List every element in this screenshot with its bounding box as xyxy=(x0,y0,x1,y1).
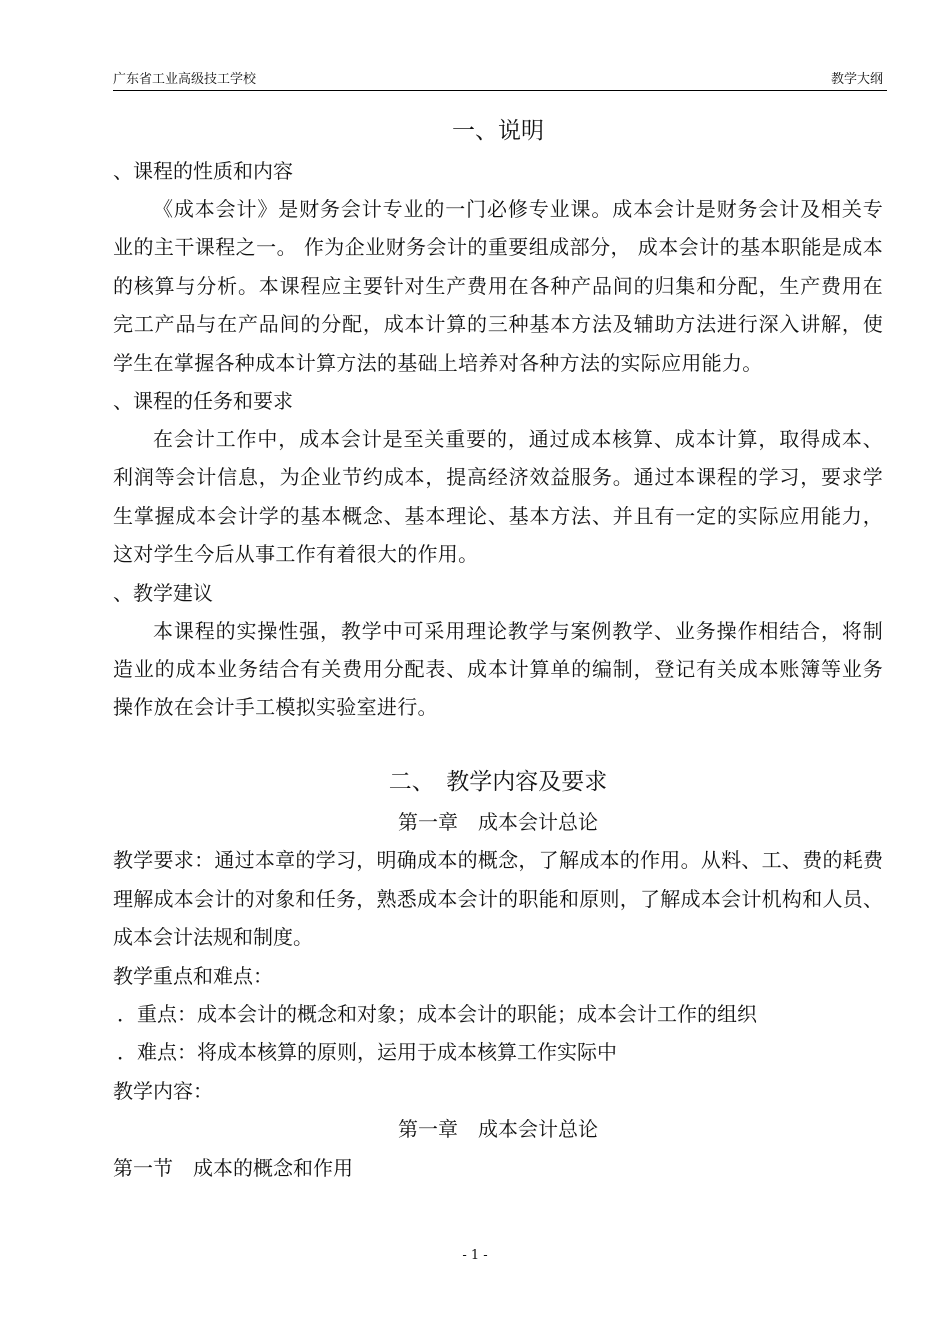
page-header xyxy=(113,70,887,91)
header-doc-type: 教学大纲 xyxy=(830,72,883,87)
section-2-title: 二、 教学内容及要求 xyxy=(388,768,608,795)
header-school-name: 广东省工业高级技工学校 xyxy=(113,72,257,87)
subheading-suggestions: 、教学建议 xyxy=(113,580,213,605)
paragraph-nature: 《成本会计》是财务会计专业的一门必修专业课。成本会计是财务会计及相关专业的主干课程之一。 作为企业财务会计的重要组成部分， 成本会计的基本职能是成本的核算与分析。本课程应主要针对生产费用在各种产品间的归集和分配，生产费用在完工产品与在产品间的分配，成本计算的三种基本方法及辅助方法进行深入讲解，使学生在掌握各种成本计算方法的基础上培养对各种方法的实际应用能力。 xyxy=(113,197,883,375)
teaching-content-label: 教学内容： xyxy=(113,1078,213,1103)
paragraph-suggestions: 本课程的实操性强，教学中可采用理论教学与案例教学、业务操作相结合，将制造业的成本业务结合有关费用分配表、成本计算单的编制，登记有关成本账簿等业务操作放在会计手工模拟实验室进行。 xyxy=(113,618,883,720)
document-body xyxy=(113,112,883,1187)
subheading-tasks: 、课程的任务和要求 xyxy=(113,389,293,414)
paragraph-tasks: 在会计工作中，成本会计是至关重要的，通过成本核算、成本计算，取得成本、利润等会计信息，为企业节约成本，提高经济效益服务。通过本课程的学习，要求学生掌握成本会计学的基本概念、基本理论、基本方法、并且有一定的实际应用能力，这对学生今后从事工作有着很大的作用。 xyxy=(113,427,883,567)
section-title: 第一节 成本的概念和作用 xyxy=(113,1155,353,1180)
chapter-title: 第一章 成本会计总论 xyxy=(398,809,598,834)
key-points-label: 教学重点和难点： xyxy=(113,963,273,988)
chapter-title-repeat: 第一章 成本会计总论 xyxy=(398,1117,598,1142)
key-point-item: ．重点：成本会计的概念和对象；成本会计的职能；成本会计工作的组织 xyxy=(117,1001,757,1026)
subheading-nature: 、课程的性质和内容 xyxy=(113,159,293,183)
teaching-requirements: 教学要求：通过本章的学习，明确成本的概念，了解成本的作用。从料、工、费的耗费理解成本会计的对象和任务，熟悉成本会计的职能和原则，了解成本会计机构和人员、成本会计法规和制度。 xyxy=(113,848,883,950)
difficult-point-item: ．难点：将成本核算的原则，运用于成本核算工作实际中 xyxy=(117,1040,617,1065)
page-number: - 1 - xyxy=(462,1248,488,1263)
section-1-title: 一、说明 xyxy=(452,118,544,144)
